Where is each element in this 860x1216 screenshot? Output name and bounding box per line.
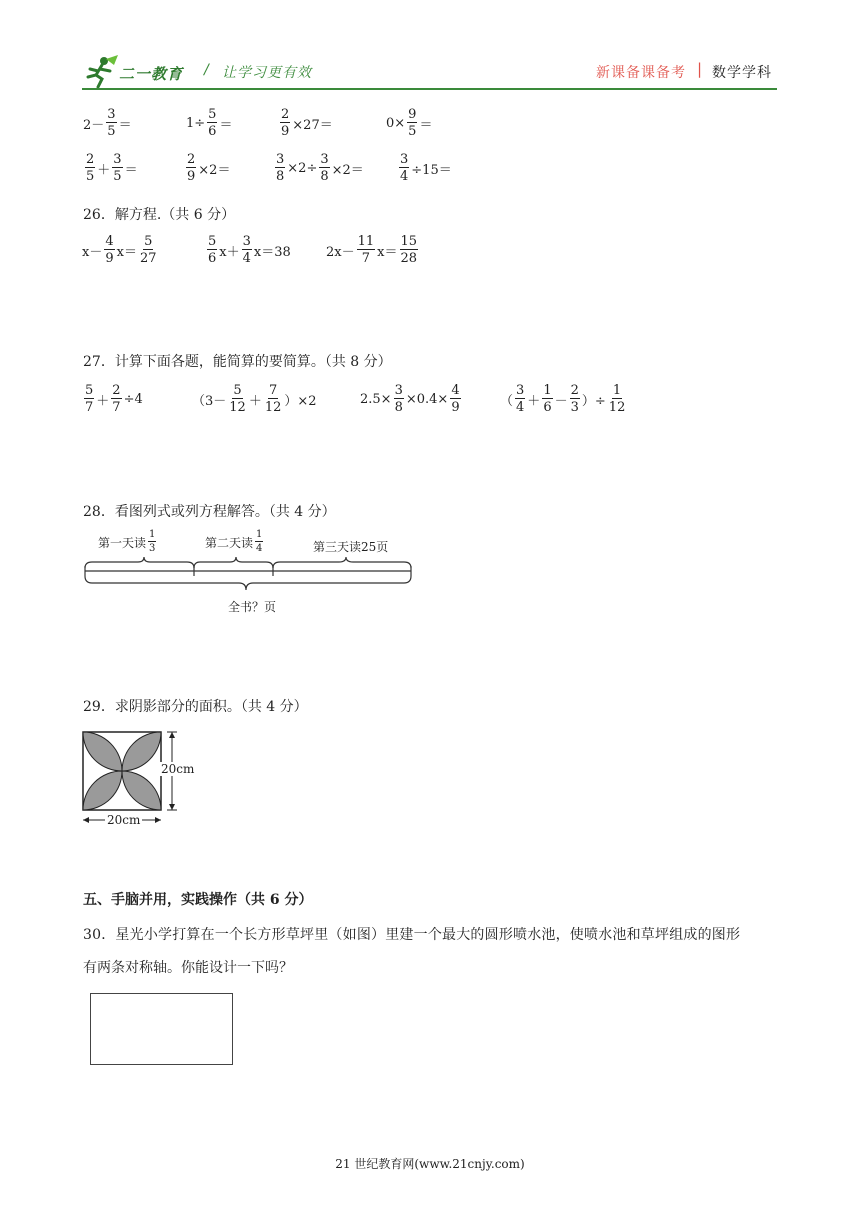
expression: $\frac{5}{7}$ ＋ $\frac{2}{7}$ ÷4 bbox=[85, 383, 143, 415]
question-29-title: 29．求阴影部分的面积。（共 4 分） bbox=[83, 699, 308, 715]
runner-logo-icon bbox=[84, 55, 120, 89]
day3-label: 第三天读25页 bbox=[313, 540, 389, 554]
header-course-label: 新课备课备考 bbox=[596, 65, 686, 81]
equation: $\frac{5}{6}$ x＋ $\frac{3}{4}$ x＝38 bbox=[208, 234, 291, 266]
calc-item: $\frac{3}{8}$ ×2÷ $\frac{3}{8}$ ×2＝ bbox=[276, 152, 364, 184]
calc-item: $\frac{2}{9}$ ×27＝ bbox=[281, 107, 333, 139]
brand-name: 二一教育 bbox=[119, 65, 184, 83]
header-separator: | bbox=[697, 60, 703, 78]
question-26-title: 26．解方程.（共 6 分） bbox=[83, 207, 236, 223]
header-slogan: 让学习更有效 bbox=[222, 65, 312, 81]
equation: x－ $\frac{4}{9}$ x＝ $\frac{5}{27}$ bbox=[82, 234, 157, 266]
day2-label: 第二天读 $\frac{1}{4}$ bbox=[205, 529, 263, 554]
question-27-title: 27．计算下面各题，能简算的要简算。（共 8 分） bbox=[83, 354, 392, 370]
calc-item: $\frac{2}{9}$ ×2＝ bbox=[187, 152, 231, 184]
expression: 2.5× $\frac{3}{8}$ ×0.4× $\frac{4}{9}$ bbox=[360, 383, 460, 415]
header-subject: 数学学科 bbox=[712, 65, 772, 81]
question-28-title: 28．看图列式或列方程解答。（共 4 分） bbox=[83, 504, 336, 520]
width-label: 20cm bbox=[107, 813, 141, 827]
lawn-rectangle bbox=[90, 993, 233, 1065]
section-5-title: 五、手脑并用，实践操作（共 6 分） bbox=[83, 892, 313, 908]
calc-item: $\frac{2}{5}$ ＋ $\frac{3}{5}$ ＝ bbox=[86, 152, 138, 184]
day1-label: 第一天读 $\frac{1}{3}$ bbox=[98, 529, 156, 554]
expression: （ $\frac{3}{4}$ ＋ $\frac{1}{6}$ － $\frac{2}{3}$ ）÷ $\frac{1}{12}$ bbox=[500, 383, 626, 415]
question-30-line-1: 30．星光小学打算在一个长方形草坪里（如图）里建一个最大的圆形喷水池，使喷水池和草坪组成的图形 bbox=[83, 927, 741, 943]
page-footer: 21 世纪教育网(www.21cnjy.com) bbox=[335, 1157, 525, 1171]
header-divider bbox=[82, 88, 777, 90]
header-slash: / bbox=[204, 62, 209, 78]
segment-lines bbox=[80, 556, 420, 596]
total-label: 全书？页 bbox=[228, 600, 277, 614]
equation: 2x－ $\frac{11}{7}$ x＝ $\frac{15}{28}$ bbox=[326, 234, 418, 266]
question-30-line-2: 有两条对称轴。你能设计一下吗？ bbox=[83, 960, 293, 976]
calc-item: 2－ $\frac{3}{5}$ ＝ bbox=[83, 107, 132, 139]
height-label: 20cm bbox=[161, 762, 195, 776]
expression: （3－ $\frac{5}{12}$ ＋ $\frac{7}{12}$ ）×2 bbox=[192, 383, 317, 415]
calc-item: $\frac{3}{4}$ ÷15＝ bbox=[400, 152, 452, 184]
calc-item: 0× $\frac{9}{5}$ ＝ bbox=[386, 107, 433, 139]
petal-square-diagram bbox=[78, 726, 198, 826]
calc-item: 1÷ $\frac{5}{6}$ ＝ bbox=[186, 107, 233, 139]
